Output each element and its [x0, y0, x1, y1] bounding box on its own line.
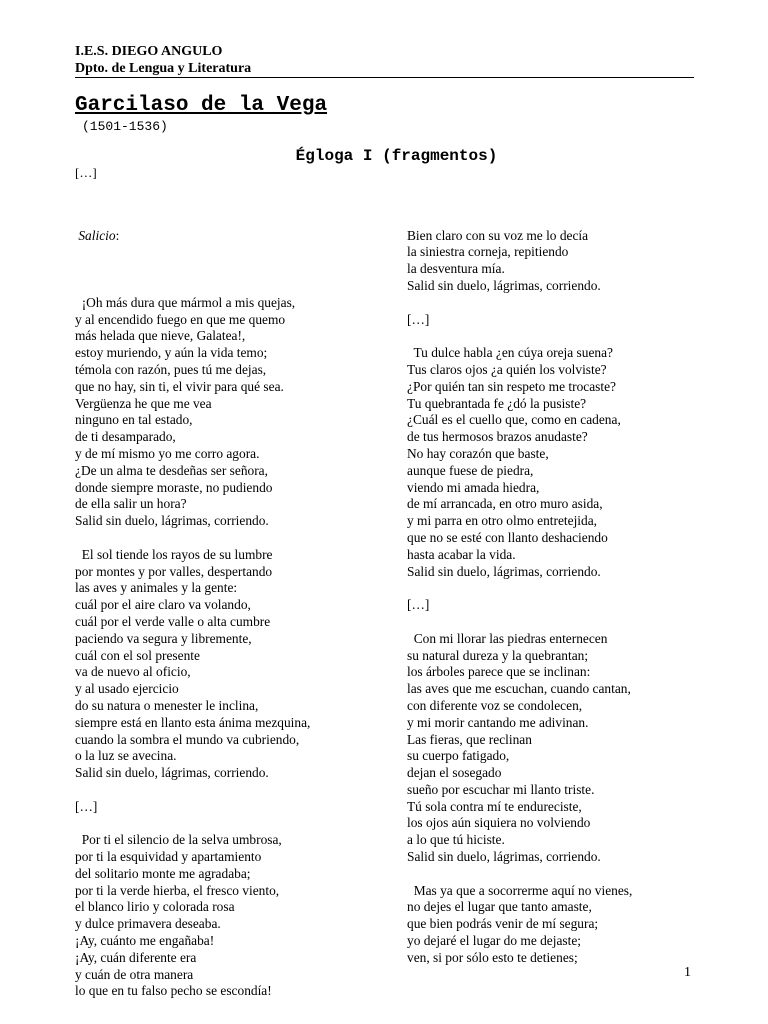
- verse-line: ¡Ay, cuán diferente era: [75, 949, 197, 965]
- verse-line: cuál con el sol presente: [75, 647, 200, 663]
- poem-right-column: [407, 194, 707, 983]
- verse-line: No hay corazón que baste,: [407, 445, 549, 461]
- verse-line: Salid sin duelo, lágrimas, corriendo.: [407, 563, 601, 579]
- verse-line: hasta acabar la vida.: [407, 546, 516, 562]
- verse-line: Con mi llorar las piedras enternecen: [407, 630, 608, 646]
- verse-line: Tú sola contra mí te endureciste,: [407, 798, 582, 814]
- verse-line: siempre está en llanto esta ánima mezquina,: [75, 714, 311, 730]
- work-title: Égloga I (fragmentos): [295, 147, 498, 165]
- verse-line: ¿Cuál es el cuello que, como en cadena,: [407, 412, 621, 428]
- verse-line: de tus hermosos brazos anudaste?: [407, 429, 588, 445]
- verse-line: do su natura o menester le inclina,: [75, 697, 259, 713]
- top-ellipsis: […]: [75, 165, 97, 180]
- verse-line: Salid sin duelo, lágrimas, corriendo.: [75, 513, 269, 529]
- verse-line: y dulce primavera deseaba.: [75, 916, 221, 932]
- verse-line: por ti la esquividad y apartamiento: [75, 849, 262, 865]
- verse-line: yo dejaré el lugar do me dejaste;: [407, 933, 582, 949]
- verse-line: que no se esté con llanto deshaciendo: [407, 529, 608, 545]
- verse-line: ¿Por quién tan sin respeto me trocaste?: [407, 378, 616, 394]
- verse-line: la desventura mía.: [407, 261, 505, 277]
- speaker-line: [75, 228, 395, 245]
- verse-line: las aves y animales y la gente:: [75, 580, 238, 596]
- school-name: I.E.S. DIEGO ANGULO: [75, 44, 223, 59]
- verse-line: […]: [407, 597, 430, 613]
- verse-line: y mi morir cantando me adivinan.: [407, 714, 589, 730]
- verse-line: cuando la sombra el mundo va cubriendo,: [75, 731, 300, 747]
- verse-line: con diferente voz se condolecen,: [407, 697, 583, 713]
- verse-line: témola con razón, pues tú me dejas,: [75, 361, 267, 377]
- verse-line: estoy muriendo, y aún la vida temo;: [75, 345, 268, 361]
- verse-line: por montes y por valles, despertando: [75, 563, 273, 579]
- verse-line: [75, 530, 395, 547]
- verse-line: y cuán de otra manera: [75, 966, 194, 982]
- verse-line: más helada que nieve, Galatea!,: [75, 328, 246, 344]
- verse-line: [407, 295, 707, 312]
- verse-line: donde siempre moraste, no pudiendo: [75, 479, 273, 495]
- verse-line: los ojos aún siquiera no volviendo: [407, 815, 591, 831]
- page-number: 1: [684, 965, 691, 980]
- verse-line: por ti la verde hierba, el fresco viento,: [75, 882, 280, 898]
- verse-line: [407, 328, 707, 345]
- verse-line: Tu dulce habla ¿en cúya oreja suena?: [407, 345, 613, 361]
- verse-line: que no hay, sin ti, el vivir para qué sea.: [75, 378, 284, 394]
- verse-line: el blanco lirio y colorada rosa: [75, 899, 235, 915]
- header-divider: [75, 77, 694, 78]
- verse-line: lo que en tu falso pecho se escondía!: [75, 983, 272, 999]
- verse-line: su natural dureza y la quebrantan;: [407, 647, 589, 663]
- verse-line: El sol tiende los rayos de su lumbre: [75, 546, 273, 562]
- verse-line: los árboles parece que se inclinan:: [407, 664, 591, 680]
- verse-line: […]: [407, 311, 430, 327]
- verse-line: cuál por el verde valle o alta cumbre: [75, 613, 271, 629]
- verse-line: [407, 866, 707, 883]
- verse-line: dejan el sosegado: [407, 765, 502, 781]
- speaker-colon: :: [115, 227, 120, 243]
- verse-line: [75, 815, 395, 832]
- verse-line: aunque fuese de piedra,: [407, 462, 534, 478]
- verse-line: del solitario monte me agradaba;: [75, 865, 251, 881]
- verse-line: sueño por escuchar mi llanto triste.: [407, 781, 595, 797]
- verse-line: de ti desamparado,: [75, 429, 176, 445]
- verse-line: […]: [75, 798, 98, 814]
- verse-line: o la luz se avecina.: [75, 748, 177, 764]
- verse-line: [407, 614, 707, 631]
- verse-line: su cuerpo fatigado,: [407, 748, 510, 764]
- speaker-name: Salicio: [78, 227, 116, 243]
- verse-line: Salid sin duelo, lágrimas, corriendo.: [407, 277, 601, 293]
- verse-line: [75, 782, 395, 799]
- department-name: Dpto. de Lengua y Literatura: [75, 61, 252, 76]
- verse-line: y mi parra en otro olmo entretejida,: [407, 513, 598, 529]
- verse-line: cuál por el aire claro va volando,: [75, 597, 251, 613]
- verse-line: ninguno en tal estado,: [75, 412, 193, 428]
- verse-line: que bien podrás venir de mí segura;: [407, 916, 599, 932]
- verse-line: ¡Oh más dura que mármol a mis quejas,: [75, 294, 296, 310]
- verse-line: ven, si por sólo esto te detienes;: [407, 949, 578, 965]
- verse-line: va de nuevo al oficio,: [75, 664, 191, 680]
- verse-line: Por ti el silencio de la selva umbrosa,: [75, 832, 282, 848]
- verse-line: [407, 580, 707, 597]
- verse-line: Salid sin duelo, lágrimas, corriendo.: [75, 765, 269, 781]
- verse-line: a lo que tú hiciste.: [407, 832, 505, 848]
- verse-line: Tu quebrantada fe ¿dó la pusiste?: [407, 395, 587, 411]
- left-verse-lines: [75, 278, 395, 1000]
- verse-line: de ella salir un hora?: [75, 496, 187, 512]
- verse-line: y al usado ejercicio: [75, 681, 179, 697]
- verse-line: y al encendido fuego en que me quemo: [75, 311, 286, 327]
- verse-line: paciendo va segura y libremente,: [75, 630, 252, 646]
- verse-line: ¿De un alma te desdeñas ser señora,: [75, 462, 268, 478]
- verse-line: Vergüenza he que me vea: [75, 395, 212, 411]
- poem-left-column: [75, 194, 395, 1017]
- verse-line: Tus claros ojos ¿a quién los volviste?: [407, 361, 607, 377]
- verse-line: la siniestra corneja, repitiendo: [407, 244, 569, 260]
- verse-line: Las fieras, que reclinan: [407, 731, 532, 747]
- verse-line: las aves que me escuchan, cuando cantan,: [407, 681, 631, 697]
- verse-line: Salid sin duelo, lágrimas, corriendo.: [407, 849, 601, 865]
- verse-line: de mí arrancada, en otro muro asida,: [407, 496, 603, 512]
- author-title: Garcilaso de la Vega: [75, 94, 328, 117]
- right-verse-lines: [407, 228, 707, 967]
- verse-line: [75, 278, 395, 295]
- verse-line: y de mí mismo yo me corro agora.: [75, 445, 260, 461]
- verse-line: viendo mi amada hiedra,: [407, 479, 540, 495]
- verse-line: no dejes el lugar que tanto amaste,: [407, 899, 592, 915]
- verse-line: ¡Ay, cuánto me engañaba!: [75, 933, 215, 949]
- verse-line: Bien claro con su voz me lo decía: [407, 227, 589, 243]
- document-header: [75, 43, 694, 77]
- verse-line: Mas ya que a socorrerme aquí no vienes,: [407, 882, 633, 898]
- author-years: (1501-1536): [82, 119, 168, 134]
